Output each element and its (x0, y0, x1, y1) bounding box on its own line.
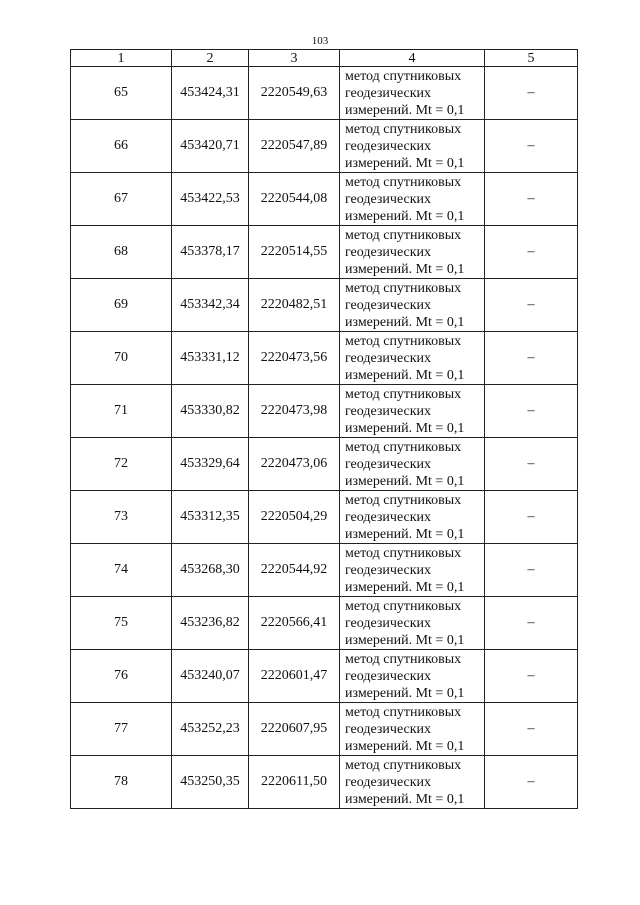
table-row (71, 67, 578, 120)
method-text-line: измерений. Mt = 0,1 (345, 261, 465, 277)
column-header-3: 3 (249, 50, 340, 67)
note-cell: – (485, 67, 578, 120)
method-cell (340, 438, 485, 491)
note-cell: – (485, 597, 578, 650)
method-cell (340, 491, 485, 544)
method-cell (340, 597, 485, 650)
y-coordinate-cell: 2220607,95 (249, 703, 340, 756)
y-coordinate-cell: 2220544,08 (249, 173, 340, 226)
method-text-line: измерений. Mt = 0,1 (345, 526, 465, 542)
header-row (71, 50, 578, 67)
method-text-line: измерений. Mt = 0,1 (345, 632, 465, 648)
note-cell: – (485, 703, 578, 756)
note-cell: – (485, 438, 578, 491)
x-coordinate-cell: 453378,17 (172, 226, 249, 279)
method-cell (340, 226, 485, 279)
method-text-line: геодезических (345, 615, 432, 631)
method-text-line: геодезических (345, 509, 432, 525)
y-coordinate-cell: 2220566,41 (249, 597, 340, 650)
point-number-cell: 78 (71, 756, 172, 809)
y-coordinate-cell: 2220473,06 (249, 438, 340, 491)
method-text-line: метод спутниковых (345, 492, 462, 508)
method-text-line: измерений. Mt = 0,1 (345, 685, 465, 701)
method-text-line: геодезических (345, 297, 432, 313)
column-header-4: 4 (340, 50, 485, 67)
table-row (71, 226, 578, 279)
point-number-cell: 71 (71, 385, 172, 438)
method-cell (340, 756, 485, 809)
y-coordinate-cell: 2220611,50 (249, 756, 340, 809)
y-coordinate-cell: 2220544,92 (249, 544, 340, 597)
method-cell (340, 173, 485, 226)
x-coordinate-cell: 453420,71 (172, 120, 249, 173)
method-text-line: метод спутниковых (345, 386, 462, 402)
column-header-1: 1 (71, 50, 172, 67)
method-text-line: метод спутниковых (345, 280, 462, 296)
method-text-line: метод спутниковых (345, 704, 462, 720)
method-text-line: метод спутниковых (345, 757, 462, 773)
method-text-line: метод спутниковых (345, 174, 462, 190)
method-cell (340, 332, 485, 385)
y-coordinate-cell: 2220473,56 (249, 332, 340, 385)
y-coordinate-cell: 2220549,63 (249, 67, 340, 120)
method-cell (340, 703, 485, 756)
point-number-cell: 69 (71, 279, 172, 332)
method-text-line: измерений. Mt = 0,1 (345, 102, 465, 118)
method-text-line: геодезических (345, 668, 432, 684)
x-coordinate-cell: 453252,23 (172, 703, 249, 756)
method-cell (340, 650, 485, 703)
method-text-line: измерений. Mt = 0,1 (345, 791, 465, 807)
point-number-cell: 65 (71, 67, 172, 120)
method-text-line: измерений. Mt = 0,1 (345, 155, 465, 171)
y-coordinate-cell: 2220514,55 (249, 226, 340, 279)
table-row (71, 173, 578, 226)
method-text-line: измерений. Mt = 0,1 (345, 579, 465, 595)
x-coordinate-cell: 453422,53 (172, 173, 249, 226)
point-number-cell: 70 (71, 332, 172, 385)
table-row (71, 438, 578, 491)
method-text-line: геодезических (345, 244, 432, 260)
column-header-2: 2 (172, 50, 249, 67)
method-text-line: геодезических (345, 403, 432, 419)
x-coordinate-cell: 453240,07 (172, 650, 249, 703)
method-text-line: метод спутниковых (345, 68, 462, 84)
method-text-line: измерений. Mt = 0,1 (345, 208, 465, 224)
method-text-line: геодезических (345, 562, 432, 578)
note-cell: – (485, 173, 578, 226)
method-text-line: измерений. Mt = 0,1 (345, 473, 465, 489)
method-cell (340, 544, 485, 597)
note-cell: – (485, 279, 578, 332)
x-coordinate-cell: 453331,12 (172, 332, 249, 385)
method-text-line: метод спутниковых (345, 439, 462, 455)
column-header-5: 5 (485, 50, 578, 67)
point-number-cell: 76 (71, 650, 172, 703)
method-text-line: геодезических (345, 721, 432, 737)
coordinates-table (70, 49, 578, 809)
point-number-cell: 75 (71, 597, 172, 650)
method-text-line: метод спутниковых (345, 598, 462, 614)
note-cell: – (485, 332, 578, 385)
method-text-line: метод спутниковых (345, 545, 462, 561)
method-text-line: метод спутниковых (345, 227, 462, 243)
x-coordinate-cell: 453330,82 (172, 385, 249, 438)
method-text-line: геодезических (345, 456, 432, 472)
table-row (71, 597, 578, 650)
y-coordinate-cell: 2220547,89 (249, 120, 340, 173)
point-number-cell: 67 (71, 173, 172, 226)
method-text-line: измерений. Mt = 0,1 (345, 738, 465, 754)
method-text-line: геодезических (345, 191, 432, 207)
method-text-line: геодезических (345, 774, 432, 790)
x-coordinate-cell: 453342,34 (172, 279, 249, 332)
method-text-line: геодезических (345, 350, 432, 366)
point-number-cell: 77 (71, 703, 172, 756)
table-row (71, 279, 578, 332)
y-coordinate-cell: 2220482,51 (249, 279, 340, 332)
note-cell: – (485, 385, 578, 438)
table-row (71, 756, 578, 809)
method-cell (340, 120, 485, 173)
point-number-cell: 74 (71, 544, 172, 597)
method-text-line: метод спутниковых (345, 333, 462, 349)
table-header (71, 50, 578, 67)
method-text-line: геодезических (345, 138, 432, 154)
table-row (71, 385, 578, 438)
table-row (71, 491, 578, 544)
point-number-cell: 68 (71, 226, 172, 279)
method-cell (340, 67, 485, 120)
y-coordinate-cell: 2220473,98 (249, 385, 340, 438)
method-text-line: измерений. Mt = 0,1 (345, 314, 465, 330)
method-text-line: измерений. Mt = 0,1 (345, 367, 465, 383)
x-coordinate-cell: 453424,31 (172, 67, 249, 120)
method-cell (340, 385, 485, 438)
table-body (71, 67, 578, 809)
table-row (71, 544, 578, 597)
note-cell: – (485, 756, 578, 809)
note-cell: – (485, 650, 578, 703)
note-cell: – (485, 544, 578, 597)
note-cell: – (485, 120, 578, 173)
x-coordinate-cell: 453268,30 (172, 544, 249, 597)
table-row (71, 703, 578, 756)
note-cell: – (485, 226, 578, 279)
point-number-cell: 66 (71, 120, 172, 173)
method-text-line: метод спутниковых (345, 121, 462, 137)
table-row (71, 650, 578, 703)
page-number: 103 (311, 35, 329, 47)
x-coordinate-cell: 453329,64 (172, 438, 249, 491)
x-coordinate-cell: 453250,35 (172, 756, 249, 809)
method-text-line: метод спутниковых (345, 651, 462, 667)
point-number-cell: 72 (71, 438, 172, 491)
table-row (71, 332, 578, 385)
y-coordinate-cell: 2220601,47 (249, 650, 340, 703)
y-coordinate-cell: 2220504,29 (249, 491, 340, 544)
x-coordinate-cell: 453312,35 (172, 491, 249, 544)
x-coordinate-cell: 453236,82 (172, 597, 249, 650)
table-row (71, 120, 578, 173)
method-cell (340, 279, 485, 332)
note-cell: – (485, 491, 578, 544)
method-text-line: геодезических (345, 85, 432, 101)
point-number-cell: 73 (71, 491, 172, 544)
method-text-line: измерений. Mt = 0,1 (345, 420, 465, 436)
